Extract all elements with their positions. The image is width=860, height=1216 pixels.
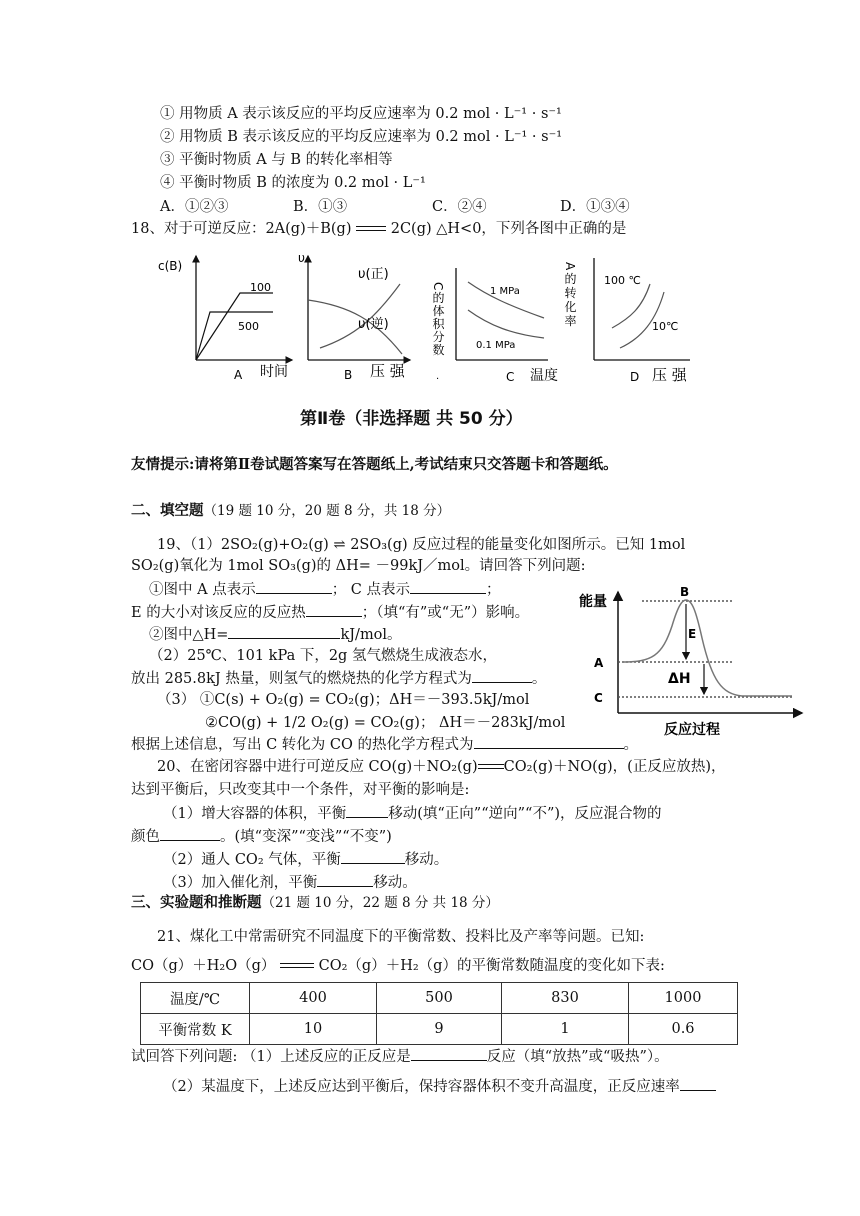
equilibrium-arrow-icon	[280, 961, 314, 971]
answer-blank-catalyst-shift[interactable]	[317, 872, 373, 887]
q18-stem: 18、对于可逆反应：2A(g)＋B(g) 2C(g) △H<0，下列各图中正确的是	[131, 221, 627, 237]
graph-b-xlabel: 压 强	[370, 362, 405, 380]
q19-line6: （2）25℃、101 kPa 下，2g 氢气燃烧生成液态水，	[149, 648, 497, 664]
q17-option-3: ③ 平衡时物质 A 与 B 的转化率相等	[160, 152, 393, 168]
q19-line2: SO₂(g)氧化为 1mol SO₃(g)的 ΔH= －99kJ／mol。请回答下列问题:	[131, 558, 586, 574]
q19-line9: ②CO(g) + 1/2 O₂(g) = CO₂(g)； ΔH＝－283kJ/mol	[205, 715, 566, 731]
graph-c-label-01mpa: 0.1 MPa	[476, 340, 516, 351]
q21-line2: CO（g）＋H₂O（g） CO₂（g）＋H₂（g）的平衡常数随温度的变化如下表:	[131, 958, 665, 974]
answer-blank-a-point[interactable]	[256, 579, 332, 594]
answer-blank-color[interactable]	[160, 826, 220, 841]
graph-c-dot: .	[436, 371, 440, 382]
graph-d-letter: D	[630, 370, 640, 384]
graph-a-label-500: 500	[238, 320, 259, 333]
answer-blank-delta-h[interactable]	[228, 624, 340, 639]
q18-graphs	[150, 248, 710, 388]
graph-a-letter: A	[234, 368, 243, 382]
q20-line4: 颜色 。(填“变深”“变浅”“不变”)	[131, 826, 392, 847]
graph-c-ylabel: C的体积分数	[431, 282, 445, 357]
q17-choice-d: D．①③④	[560, 199, 630, 215]
q21-line3: 试回答下列问题: （1）上述反应的正反应是 反应（填“放热”或“吸热”）。	[131, 1046, 669, 1067]
graph-a	[158, 256, 292, 382]
q20-line2: 达到平衡后，只改变其中一个条件，对平衡的影响是:	[131, 782, 470, 798]
graph-b-forward-label: υ(正)	[358, 267, 389, 282]
energy-diagram	[572, 586, 812, 736]
graph-a-xlabel: 时间	[260, 364, 288, 380]
energy-label-a: A	[594, 656, 604, 670]
table-cell: 平衡常数 K	[141, 1014, 250, 1045]
q19-line1: 19、（1）2SO₂(g)+O₂(g) ⇌ 2SO₃(g) 反应过程的能量变化如图所示。已知 1mol	[157, 537, 686, 553]
q17-choice-b: B．①③	[293, 199, 348, 215]
answer-blank-c-to-co[interactable]	[474, 734, 624, 749]
q17-choice-c: C．②④	[432, 199, 487, 215]
q19-line4: E 的大小对该反应的反应热 ；（填“有”或“无”）影响。	[131, 602, 529, 623]
table-cell: 温度/℃	[141, 983, 250, 1014]
q19-line10: 根据上述信息，写出 C 转化为 CO 的热化学方程式为 。	[131, 734, 638, 755]
table-cell: 1000	[629, 983, 738, 1014]
table-cell: 830	[502, 983, 629, 1014]
graph-c	[431, 268, 558, 384]
equilibrium-arrow-icon	[356, 224, 386, 234]
graph-d-label-100c: 100 ℃	[604, 274, 641, 287]
q19-line8: （3） ①C(s) + O₂(g) = CO₂(g)；ΔH＝－393.5kJ/mol	[157, 692, 530, 708]
graph-d	[563, 258, 690, 384]
q17-option-1: ① 用物质 A 表示该反应的平均反应速率为 0.2 mol · L⁻¹ · s⁻¹	[160, 106, 562, 122]
table-cell: 9	[377, 1014, 502, 1045]
table-cell: 10	[250, 1014, 377, 1045]
answer-blank-co2-shift[interactable]	[341, 849, 405, 864]
answer-blank-e-effect[interactable]	[306, 602, 362, 617]
graph-c-xlabel: 温度	[530, 368, 558, 384]
graph-c-label-1mpa: 1 MPa	[490, 286, 520, 297]
energy-label-dh: ΔH	[668, 671, 691, 687]
q20-line1: 20、在密闭容器中进行可逆反应 CO(g)＋NO₂(g) CO₂(g)＋NO(g)，(正反应放热)，	[157, 759, 726, 775]
energy-ylabel: 能量	[579, 594, 607, 610]
answer-blank-volume-shift[interactable]	[346, 803, 388, 818]
q20-line5: （2）通人 CO₂ 气体，平衡 移动。	[163, 849, 448, 870]
section-tip: 友情提示:请将第Ⅱ卷试题答案写在答题纸上,考试结束只交答题卡和答题纸。	[131, 456, 618, 473]
graph-d-ylabel: A的转化率	[563, 262, 577, 329]
energy-label-e: E	[688, 627, 697, 641]
graph-b-reverse-label: υ(逆)	[358, 317, 389, 332]
q17-option-2: ② 用物质 B 表示该反应的平均反应速率为 0.2 mol · L⁻¹ · s⁻¹	[160, 129, 563, 145]
graph-d-label-10c: 10℃	[652, 320, 679, 333]
q19-line7: 放出 285.8kJ 热量，则氢气的燃烧热的化学方程式为 。	[131, 668, 546, 689]
table-cell: 1	[502, 1014, 629, 1045]
q19-line3: ①图中 A 点表示 ； C 点表示 ；	[149, 579, 501, 600]
equilibrium-arrow-icon	[478, 762, 504, 772]
answer-blank-exo-endo[interactable]	[411, 1046, 487, 1061]
graph-b-ylabel: υ	[298, 251, 305, 265]
table-cell: 500	[377, 983, 502, 1014]
equilibrium-constant-table	[140, 982, 738, 1045]
energy-xlabel: 反应过程	[664, 722, 720, 736]
q19-line5: ②图中△H= kJ/mol。	[149, 624, 402, 645]
q20-line6: （3）加入催化剂，平衡 移动。	[163, 872, 417, 893]
q21-line1: 21、煤化工中常需研究不同温度下的平衡常数、投料比及产率等问题。已知:	[157, 929, 645, 945]
graph-b	[298, 251, 410, 382]
graph-a-ylabel: c(B)	[158, 259, 183, 273]
graph-d-xlabel: 压 强	[652, 366, 687, 384]
table-cell: 0.6	[629, 1014, 738, 1045]
table-row	[141, 1014, 738, 1045]
answer-blank-rate[interactable]	[680, 1076, 716, 1091]
q20-line3: （1）增大容器的体积，平衡 移动(填“正向”“逆向”“不”)，反应混合物的	[163, 803, 662, 824]
energy-label-b: B	[680, 586, 690, 599]
table-row	[141, 983, 738, 1014]
graph-a-label-100: 100	[250, 281, 271, 294]
part3-heading: 三、实验题和推断题（21 题 10 分，22 题 8 分 共 18 分）	[131, 894, 499, 911]
answer-blank-combustion-eq[interactable]	[472, 668, 532, 683]
graph-c-letter: C	[506, 370, 515, 384]
part2-heading: 二、填空题（19 题 10 分，20 题 8 分，共 18 分）	[131, 502, 451, 519]
q17-choice-a: A．①②③	[160, 199, 229, 215]
q21-line4: （2）某温度下，上述反应达到平衡后，保持容器体积不变升高温度，正反应速率	[163, 1076, 716, 1097]
table-cell: 400	[250, 983, 377, 1014]
energy-label-c: C	[594, 691, 603, 705]
section-title: 第Ⅱ卷（非选择题 共 50 分）	[300, 409, 523, 429]
q17-option-4: ④ 平衡时物质 B 的浓度为 0.2 mol · L⁻¹	[160, 175, 426, 191]
answer-blank-c-point[interactable]	[410, 579, 486, 594]
graph-b-letter: B	[344, 368, 353, 382]
